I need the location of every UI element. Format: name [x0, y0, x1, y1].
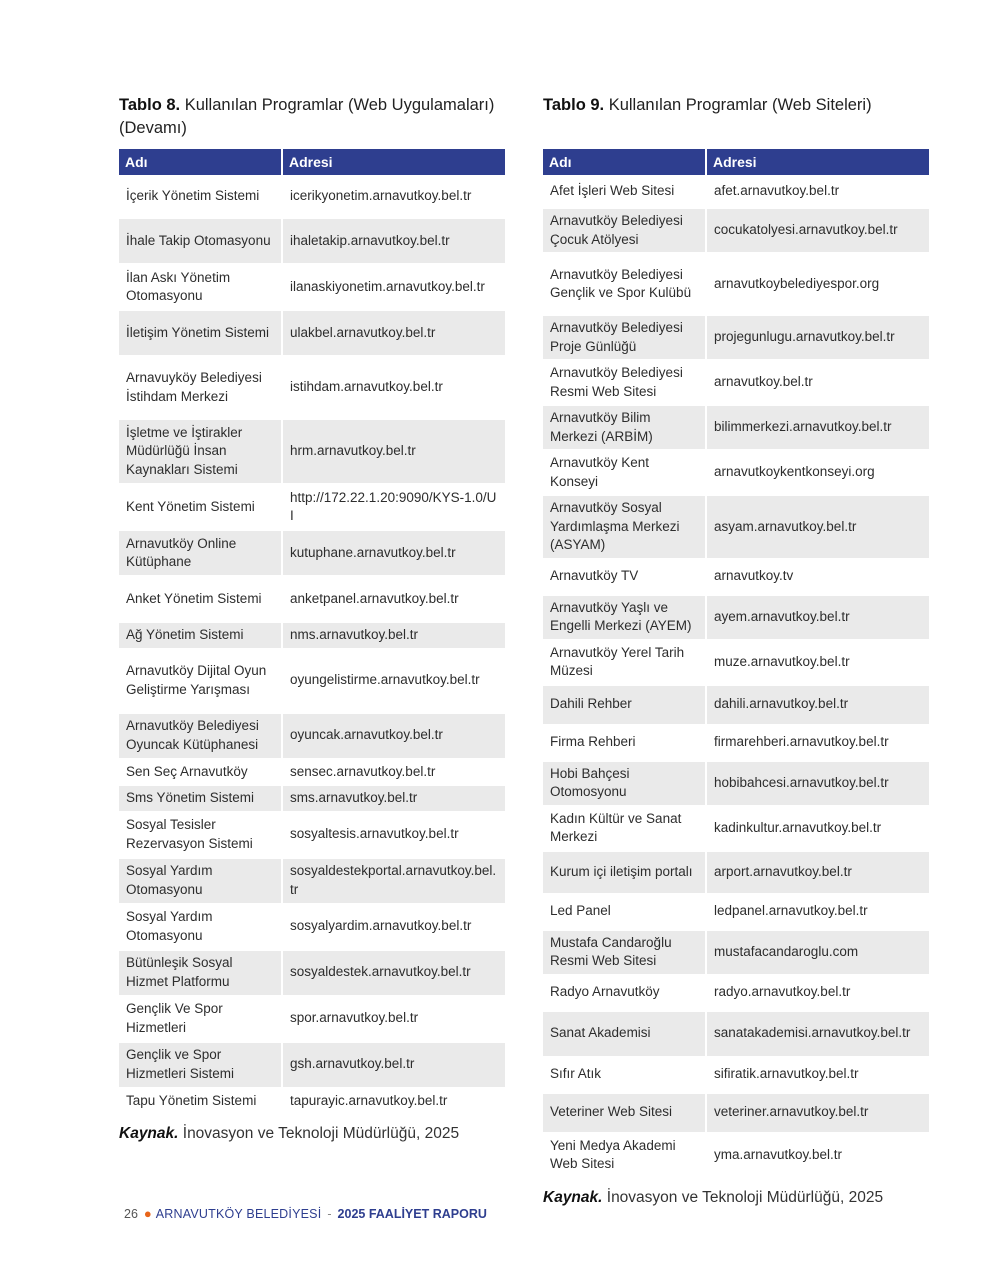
cell-address: firmarehberi.arnavutkoy.bel.tr — [705, 726, 929, 762]
cell-name: İşletme ve İştirakler Müdürlüğü İnsan Kaynakları Sistemi — [119, 420, 281, 485]
table-row — [119, 485, 505, 531]
table-row — [543, 686, 929, 726]
table-row — [543, 254, 929, 316]
cell-address: nms.arnavutkoy.bel.tr — [281, 623, 505, 650]
table-8-title-text: Kullanılan Programlar (Web Uygulamaları) (Devamı) — [119, 96, 495, 137]
cell-address: istihdam.arnavutkoy.bel.tr — [281, 357, 505, 420]
cell-address: sosyaldestekportal.arnavutkoy.bel.tr — [281, 859, 505, 905]
table-9-title-text: Kullanılan Programlar (Web Siteleri) — [604, 96, 872, 114]
table-8-header-name: Adı — [119, 149, 281, 175]
table-row — [119, 623, 505, 650]
cell-address: oyungelistirme.arnavutkoy.bel.tr — [281, 650, 505, 714]
table-9-title — [543, 94, 929, 117]
table-row — [119, 714, 505, 760]
cell-name: Firma Rehberi — [543, 726, 705, 762]
cell-name: Arnavutköy Belediyesi Resmi Web Sitesi — [543, 361, 705, 406]
cell-name: Gençlik ve Spor Hizmetleri Sistemi — [119, 1043, 281, 1089]
table-8-source-text: İnovasyon ve Teknoloji Müdürlüğü, 2025 — [178, 1125, 460, 1142]
cell-name: Kent Yönetim Sistemi — [119, 485, 281, 531]
table-row — [543, 1012, 929, 1058]
table-9-source-text: İnovasyon ve Teknoloji Müdürlüğü, 2025 — [602, 1188, 884, 1206]
cell-address: sosyalyardim.arnavutkoy.bel.tr — [281, 905, 505, 951]
table-row — [543, 560, 929, 596]
cell-name: Arnavutköy Belediyesi Gençlik ve Spor Kulübü — [543, 254, 705, 316]
cell-name: Arnavutköy Dijital Oyun Geliştirme Yarışması — [119, 650, 281, 714]
table-row — [543, 1058, 929, 1094]
table-8-title — [119, 94, 505, 140]
table-row — [543, 209, 929, 254]
cell-name: Sosyal Yardım Otomasyonu — [119, 905, 281, 951]
cell-name: Sen Seç Arnavutköy — [119, 760, 281, 787]
cell-address: sms.arnavutkoy.bel.tr — [281, 786, 505, 813]
cell-address: projegunlugu.arnavutkoy.bel.tr — [705, 316, 929, 361]
cell-address: ilanaskiyonetim.arnavutkoy.bel.tr — [281, 265, 505, 311]
cell-name: Mustafa Candaroğlu Resmi Web Sitesi — [543, 931, 705, 976]
cell-name: Bütünleşik Sosyal Hizmet Platformu — [119, 951, 281, 997]
table-row — [543, 641, 929, 686]
cell-name: Sms Yönetim Sistemi — [119, 786, 281, 813]
cell-address: spor.arnavutkoy.bel.tr — [281, 997, 505, 1043]
table-row — [119, 859, 505, 905]
cell-address: gsh.arnavutkoy.bel.tr — [281, 1043, 505, 1089]
cell-address: oyuncak.arnavutkoy.bel.tr — [281, 714, 505, 760]
cell-address: ulakbel.arnavutkoy.bel.tr — [281, 311, 505, 357]
cell-address: ledpanel.arnavutkoy.bel.tr — [705, 895, 929, 931]
cell-name: Anket Yönetim Sistemi — [119, 577, 281, 623]
cell-address: sensec.arnavutkoy.bel.tr — [281, 760, 505, 787]
table-row — [543, 1134, 929, 1179]
table-9-section — [543, 94, 929, 1207]
cell-name: Led Panel — [543, 895, 705, 931]
table-row — [119, 905, 505, 951]
table-row — [119, 420, 505, 485]
cell-address: ihaletakip.arnavutkoy.bel.tr — [281, 219, 505, 265]
table-row — [543, 1094, 929, 1134]
cell-name: Arnavuyköy Belediyesi İstihdam Merkezi — [119, 357, 281, 420]
cell-address: ayem.arnavutkoy.bel.tr — [705, 596, 929, 641]
cell-address: bilimmerkezi.arnavutkoy.bel.tr — [705, 406, 929, 451]
page-number: 26 — [124, 1207, 138, 1221]
table-9-body — [543, 175, 929, 1179]
cell-name: İletişim Yönetim Sistemi — [119, 311, 281, 357]
table-8 — [119, 149, 505, 1115]
cell-name: Kadın Kültür ve Sanat Merkezi — [543, 807, 705, 852]
table-row — [119, 311, 505, 357]
cell-name: Yeni Medya Akademi Web Sitesi — [543, 1134, 705, 1179]
cell-address: sanatakademisi.arnavutkoy.bel.tr — [705, 1012, 929, 1058]
cell-address: sosyaltesis.arnavutkoy.bel.tr — [281, 813, 505, 859]
table-8-source-label: Kaynak. — [119, 1125, 179, 1142]
cell-name: İçerik Yönetim Sistemi — [119, 175, 281, 219]
table-row — [543, 175, 929, 209]
cell-address: tapurayic.arnavutkoy.bel.tr — [281, 1089, 505, 1116]
table-8-title-label: Tablo 8. — [119, 96, 181, 114]
cell-address: anketpanel.arnavutkoy.bel.tr — [281, 577, 505, 623]
cell-name: Veteriner Web Sitesi — [543, 1094, 705, 1134]
table-row — [119, 175, 505, 219]
table-8-header-address: Adresi — [281, 149, 505, 175]
table-row — [543, 496, 929, 560]
cell-address: arnavutkoybelediyespor.org — [705, 254, 929, 316]
cell-address: yma.arnavutkoy.bel.tr — [705, 1134, 929, 1179]
cell-address: arnavutkoy.tv — [705, 560, 929, 596]
cell-address: radyo.arnavutkoy.bel.tr — [705, 976, 929, 1012]
cell-name: Tapu Yönetim Sistemi — [119, 1089, 281, 1116]
cell-name: Sıfır Atık — [543, 1058, 705, 1094]
cell-name: Hobi Bahçesi Otomosyonu — [543, 762, 705, 807]
cell-address: muze.arnavutkoy.bel.tr — [705, 641, 929, 686]
table-row — [119, 265, 505, 311]
bullet-icon: ● — [143, 1206, 152, 1221]
cell-name: Arnavutköy Kent Konseyi — [543, 451, 705, 496]
table-row — [543, 762, 929, 807]
cell-name: Sosyal Tesisler Rezervasyon Sistemi — [119, 813, 281, 859]
cell-address: kutuphane.arnavutkoy.bel.tr — [281, 531, 505, 577]
cell-address: arnavutkoykentkonseyi.org — [705, 451, 929, 496]
cell-name: Arnavutköy Yerel Tarih Müzesi — [543, 641, 705, 686]
table-row — [543, 451, 929, 496]
table-row — [543, 895, 929, 931]
cell-name: Arnavutköy Belediyesi Çocuk Atölyesi — [543, 209, 705, 254]
cell-name: Arnavutköy Sosyal Yardımlaşma Merkezi (ASYAM) — [543, 496, 705, 560]
cell-name: İlan Askı Yönetim Otomasyonu — [119, 265, 281, 311]
table-9-source-label: Kaynak. — [543, 1188, 603, 1206]
page-footer — [124, 1206, 487, 1221]
cell-address: hobibahcesi.arnavutkoy.bel.tr — [705, 762, 929, 807]
table-9 — [543, 149, 929, 1179]
table-row — [543, 931, 929, 976]
cell-name: Sosyal Yardım Otomasyonu — [119, 859, 281, 905]
table-8-body — [119, 175, 505, 1115]
cell-name: Arnavutköy Belediyesi Proje Günlüğü — [543, 316, 705, 361]
cell-name: Arnavutköy Bilim Merkezi (ARBİM) — [543, 406, 705, 451]
cell-address: cocukatolyesi.arnavutkoy.bel.tr — [705, 209, 929, 254]
table-row — [119, 951, 505, 997]
table-row — [119, 219, 505, 265]
cell-name: Arnavutköy Belediyesi Oyuncak Kütüphanesi — [119, 714, 281, 760]
footer-separator: - — [327, 1207, 332, 1221]
table-9-header-address: Adresi — [705, 149, 929, 175]
table-row — [543, 361, 929, 406]
cell-address: icerikyonetim.arnavutkoy.bel.tr — [281, 175, 505, 219]
cell-name: Arnavutköy TV — [543, 560, 705, 596]
cell-address: afet.arnavutkoy.bel.tr — [705, 175, 929, 209]
cell-name: Afet İşleri Web Sitesi — [543, 175, 705, 209]
table-9-title-label: Tablo 9. — [543, 96, 605, 114]
cell-address: arport.arnavutkoy.bel.tr — [705, 852, 929, 895]
cell-address: dahili.arnavutkoy.bel.tr — [705, 686, 929, 726]
cell-address: asyam.arnavutkoy.bel.tr — [705, 496, 929, 560]
cell-address: sosyaldestek.arnavutkoy.bel.tr — [281, 951, 505, 997]
table-row — [119, 1089, 505, 1116]
cell-name: Dahili Rehber — [543, 686, 705, 726]
table-row — [543, 596, 929, 641]
footer-org: ARNAVUTKÖY BELEDİYESİ — [155, 1207, 322, 1221]
table-row — [119, 997, 505, 1043]
cell-address: hrm.arnavutkoy.bel.tr — [281, 420, 505, 485]
cell-name: Radyo Arnavutköy — [543, 976, 705, 1012]
cell-address: kadinkultur.arnavutkoy.bel.tr — [705, 807, 929, 852]
cell-name: Kurum içi iletişim portalı — [543, 852, 705, 895]
table-9-header-name: Adı — [543, 149, 705, 175]
table-row — [119, 786, 505, 813]
cell-name: Ağ Yönetim Sistemi — [119, 623, 281, 650]
table-row — [119, 650, 505, 714]
cell-address: arnavutkoy.bel.tr — [705, 361, 929, 406]
cell-address: veteriner.arnavutkoy.bel.tr — [705, 1094, 929, 1134]
table-row — [119, 760, 505, 787]
table-row — [119, 813, 505, 859]
table-row — [543, 316, 929, 361]
table-8-section — [119, 94, 505, 1143]
table-row — [543, 976, 929, 1012]
cell-name: İhale Takip Otomasyonu — [119, 219, 281, 265]
footer-report: 2025 FAALİYET RAPORU — [337, 1207, 487, 1221]
table-row — [543, 406, 929, 451]
cell-name: Gençlik Ve Spor Hizmetleri — [119, 997, 281, 1043]
table-row — [119, 1043, 505, 1089]
cell-address: http://172.22.1.20:9090/KYS-1.0/UI — [281, 485, 505, 531]
cell-name: Sanat Akademisi — [543, 1012, 705, 1058]
table-row — [543, 726, 929, 762]
table-9-source — [543, 1189, 929, 1207]
cell-name: Arnavutköy Online Kütüphane — [119, 531, 281, 577]
cell-name: Arnavutköy Yaşlı ve Engelli Merkezi (AYEM) — [543, 596, 705, 641]
table-row — [119, 577, 505, 623]
cell-address: mustafacandaroglu.com — [705, 931, 929, 976]
table-8-source — [119, 1125, 505, 1143]
table-row — [543, 807, 929, 852]
table-row — [119, 357, 505, 420]
table-row — [543, 852, 929, 895]
cell-address: sifiratik.arnavutkoy.bel.tr — [705, 1058, 929, 1094]
table-row — [119, 531, 505, 577]
